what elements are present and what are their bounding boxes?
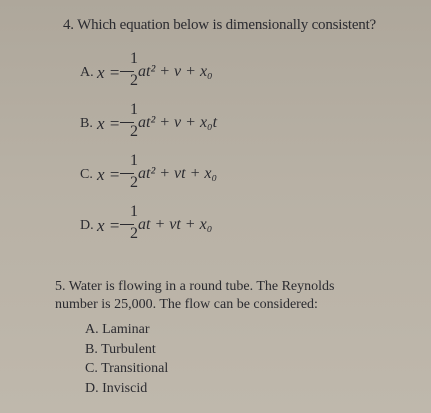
question-5-choices — [85, 320, 168, 398]
question-5-line-2: number is 25,000. The flow can be considered: — [55, 297, 318, 312]
option-rhs: at² + v + x₀t — [138, 114, 218, 131]
question-4-prompt: 4. Which equation below is dimensionally consistent? — [63, 17, 377, 33]
question-5-line-1: 5. Water is flowing in a round tube. The Reynolds — [55, 279, 335, 294]
fraction-numerator: 1 — [130, 101, 138, 118]
option-lhs: x = — [97, 216, 121, 235]
option-rhs: at² + vt + x₀ — [138, 165, 218, 182]
fraction-denominator: 2 — [130, 225, 138, 242]
option-lhs: x = — [97, 114, 121, 133]
fraction-denominator: 2 — [130, 72, 138, 89]
fraction-numerator: 1 — [130, 152, 138, 169]
option-rhs: at + vt + x₀ — [138, 216, 213, 233]
question-4-option-c — [80, 152, 280, 200]
fraction-denominator: 2 — [130, 123, 138, 140]
question-4-option-a — [80, 50, 280, 98]
option-letter: C. — [80, 167, 93, 182]
fraction-numerator: 1 — [130, 203, 138, 220]
question-5-choice-c: C. Transitional — [85, 361, 169, 376]
question-5-choice-a: A. Laminar — [85, 322, 150, 337]
fraction-denominator: 2 — [130, 174, 138, 191]
option-letter: D. — [80, 218, 94, 233]
option-letter: B. — [80, 116, 93, 131]
option-rhs: at² + v + x₀ — [138, 63, 213, 80]
option-letter: A. — [80, 65, 94, 80]
question-4-option-b — [80, 101, 280, 149]
option-lhs: x = — [97, 63, 121, 82]
option-lhs: x = — [97, 165, 121, 184]
fraction-numerator: 1 — [130, 50, 138, 67]
question-5-prompt — [55, 278, 415, 314]
question-5-choice-b: B. Turbulent — [85, 341, 156, 357]
question-5-choice-d: D. Inviscid — [85, 380, 148, 396]
question-4-option-d — [80, 203, 280, 251]
